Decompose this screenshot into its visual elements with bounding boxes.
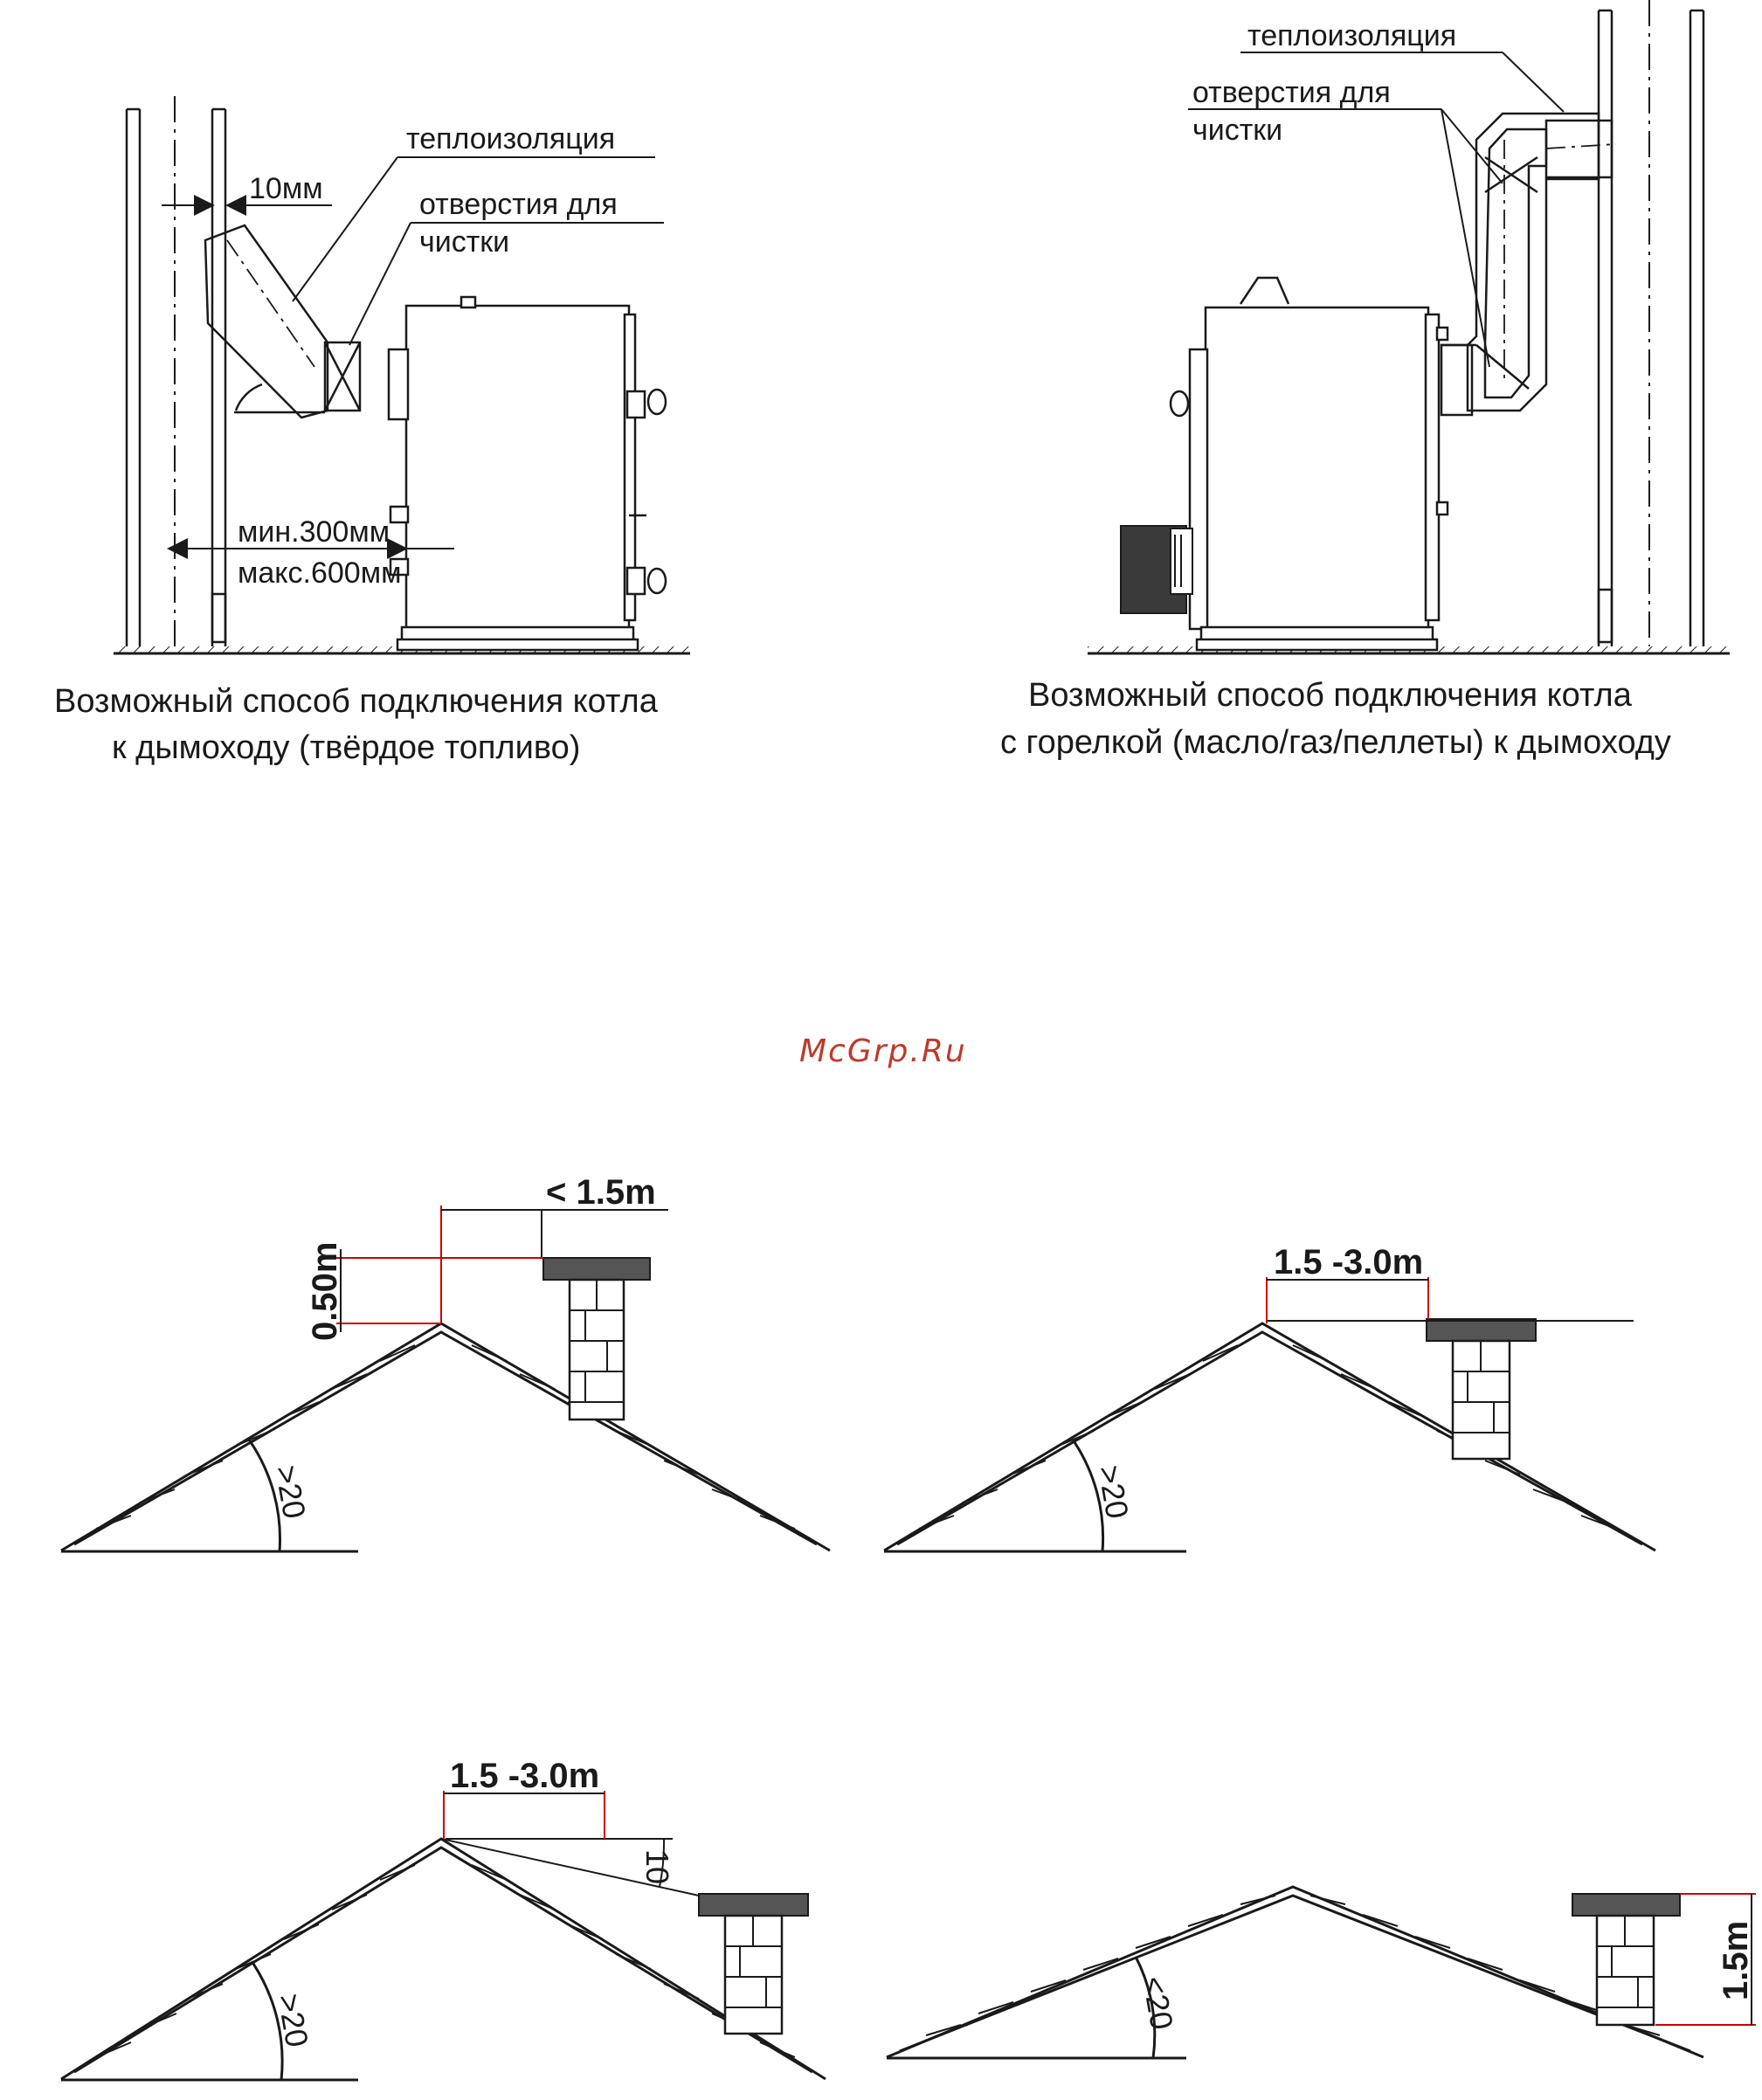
roof-diagram-4 <box>887 1887 1756 2058</box>
roof-1-slopes <box>61 1323 830 1551</box>
cleaning-label-2b: чистки <box>1192 114 1283 147</box>
chimney-wall-1 <box>127 96 225 646</box>
caption-1-line-2: к дымоходу (твёрдое топливо) <box>112 729 581 766</box>
chimney-wall-2 <box>1599 0 1703 646</box>
max-distance-label: макс.600мм <box>238 556 402 590</box>
roof-4-angle: <20 <box>1136 1973 1181 2033</box>
roof-2-dimensions <box>1267 1277 1634 1323</box>
burner-connection-diagram <box>1000 0 1730 761</box>
roof-3-angle: >20 <box>271 1991 316 2050</box>
caption-1-line-1: Возможный способ подключения котла <box>54 683 658 720</box>
caption-2-line-2: с горелкой (масло/газ/пеллеты) к дымоходу <box>1000 724 1671 761</box>
roof-2-shingles <box>919 1345 1616 1529</box>
roof-diagram-1 <box>61 1173 830 1551</box>
cleaning-label-1a: отверстия для <box>419 188 618 221</box>
roof-1-horizontal-dim: < 1.5m <box>546 1173 656 1212</box>
solid-fuel-connection-diagram <box>54 96 690 766</box>
min-distance-label: мин.300мм <box>238 515 390 549</box>
cleaning-label-1b: чистки <box>419 225 510 259</box>
roof-2-horizontal-dim: 1.5 -3.0m <box>1274 1243 1424 1281</box>
watermark: McGrp.Ru <box>799 1033 967 1069</box>
flue-pipe-1 <box>205 225 360 418</box>
insulation-label-1: теплоизоляция <box>406 122 616 155</box>
roof-4-chimney <box>1572 1894 1680 2025</box>
caption-2-line-1: Возможный способ подключения котла <box>1028 677 1632 714</box>
roof-2-slopes <box>884 1323 1655 1551</box>
roof-diagram-3 <box>61 1757 826 2080</box>
burner-boiler <box>1171 278 1448 650</box>
flue-pipe-2 <box>1441 114 1616 415</box>
roof-3-slopes <box>61 1839 826 2080</box>
roof-1-vertical-dim: 0.50m <box>306 1241 344 1341</box>
gap-dimension <box>162 172 332 205</box>
burner-unit <box>1121 526 1192 613</box>
roof-3-horizontal-dim: 1.5 -3.0m <box>450 1757 600 1795</box>
insulation-label-2: теплоизоляция <box>1247 19 1457 52</box>
roof-4-vertical-dim: 1.5m <box>1717 1920 1755 2000</box>
roof-2-chimney <box>1427 1319 1536 1459</box>
solid-fuel-boiler <box>389 297 666 650</box>
roof-diagram-2 <box>884 1243 1655 1551</box>
roof-2-angle: >20 <box>1091 1462 1137 1522</box>
roof-3-small-angle: 10 <box>639 1849 675 1885</box>
roof-1-angle: >20 <box>268 1462 314 1522</box>
roof-4-shingles <box>926 1896 1660 2035</box>
gap-label: 10мм <box>249 172 323 205</box>
cleaning-label-2a: отверстия для <box>1192 76 1391 109</box>
roof-1-shingles <box>96 1345 795 1529</box>
roof-1-chimney <box>543 1258 650 1420</box>
